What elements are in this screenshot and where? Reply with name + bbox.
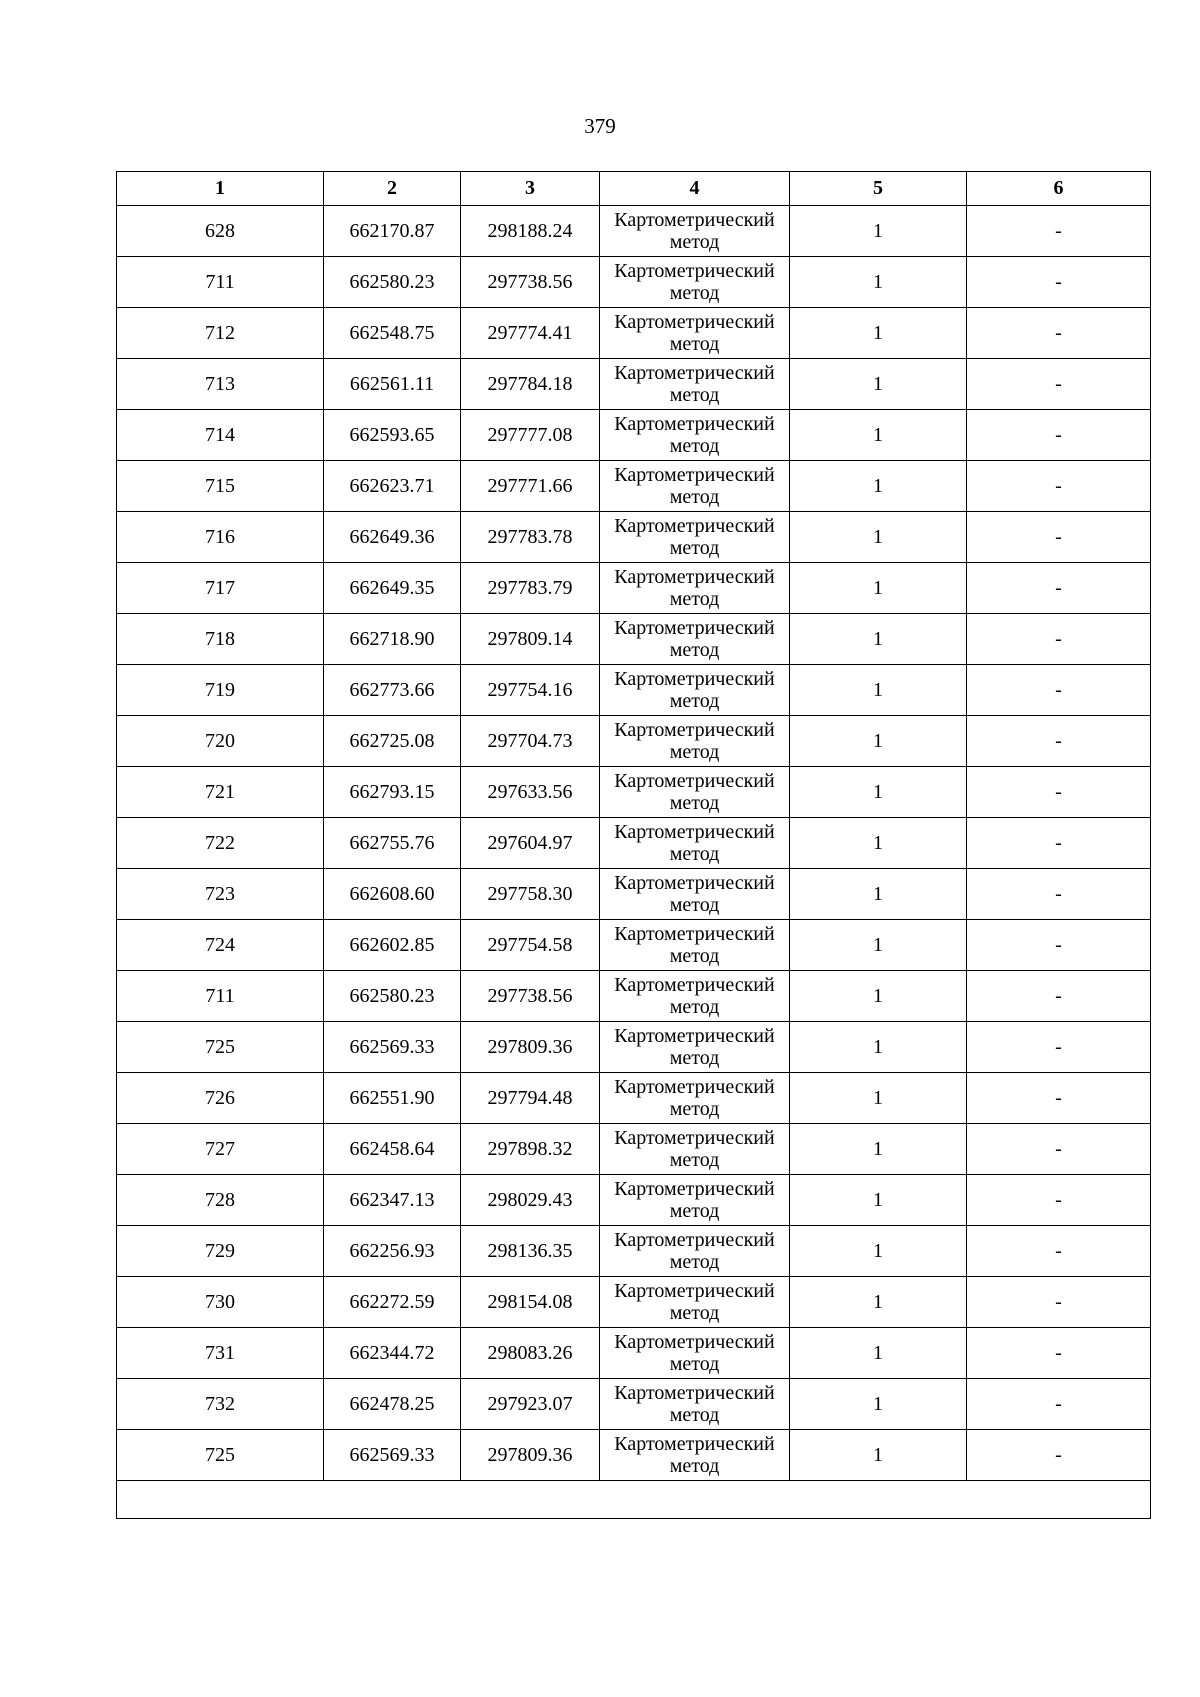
method-line-2: метод bbox=[669, 384, 720, 406]
point-number-cell: 732 bbox=[117, 1379, 324, 1430]
method-cell bbox=[600, 1022, 790, 1073]
method-line-1: Картометрический bbox=[614, 311, 775, 333]
method-line-1: Картометрический bbox=[614, 515, 775, 537]
description-cell: - bbox=[967, 971, 1151, 1022]
table-row bbox=[117, 869, 1151, 920]
method-line-1: Картометрический bbox=[614, 413, 775, 435]
point-number-cell: 721 bbox=[117, 767, 324, 818]
method-line-1: Картометрический bbox=[614, 1127, 775, 1149]
x-coordinate-cell: 662548.75 bbox=[324, 308, 461, 359]
method-cell bbox=[600, 869, 790, 920]
coordinates-table bbox=[116, 171, 1151, 1519]
method-cell bbox=[600, 206, 790, 257]
accuracy-cell: 1 bbox=[790, 1124, 967, 1175]
x-coordinate-cell: 662170.87 bbox=[324, 206, 461, 257]
method-cell bbox=[600, 1277, 790, 1328]
table-row bbox=[117, 563, 1151, 614]
method-cell bbox=[600, 257, 790, 308]
accuracy-cell: 1 bbox=[790, 920, 967, 971]
method-line-1: Картометрический bbox=[614, 1178, 775, 1200]
x-coordinate-cell: 662649.36 bbox=[324, 512, 461, 563]
method-line-1: Картометрический bbox=[614, 770, 775, 792]
y-coordinate-cell: 297754.16 bbox=[461, 665, 600, 716]
method-cell bbox=[600, 1124, 790, 1175]
accuracy-cell: 1 bbox=[790, 971, 967, 1022]
description-cell: - bbox=[967, 818, 1151, 869]
method-cell bbox=[600, 512, 790, 563]
method-line-1: Картометрический bbox=[614, 821, 775, 843]
empty-footer-cell bbox=[117, 1481, 1151, 1519]
description-cell: - bbox=[967, 1277, 1151, 1328]
table-row bbox=[117, 410, 1151, 461]
method-line-1: Картометрический bbox=[614, 668, 775, 690]
x-coordinate-cell: 662561.11 bbox=[324, 359, 461, 410]
table-row bbox=[117, 308, 1151, 359]
x-coordinate-cell: 662718.90 bbox=[324, 614, 461, 665]
table-row bbox=[117, 614, 1151, 665]
description-cell: - bbox=[967, 308, 1151, 359]
y-coordinate-cell: 297704.73 bbox=[461, 716, 600, 767]
y-coordinate-cell: 297777.08 bbox=[461, 410, 600, 461]
point-number-cell: 731 bbox=[117, 1328, 324, 1379]
table-body bbox=[117, 206, 1151, 1519]
point-number-cell: 725 bbox=[117, 1430, 324, 1481]
method-cell bbox=[600, 665, 790, 716]
x-coordinate-cell: 662272.59 bbox=[324, 1277, 461, 1328]
y-coordinate-cell: 297633.56 bbox=[461, 767, 600, 818]
method-line-1: Картометрический bbox=[614, 923, 775, 945]
accuracy-cell: 1 bbox=[790, 512, 967, 563]
header-cell: 5 bbox=[790, 172, 967, 206]
description-cell: - bbox=[967, 1328, 1151, 1379]
method-cell bbox=[600, 359, 790, 410]
x-coordinate-cell: 662580.23 bbox=[324, 257, 461, 308]
method-line-2: метод bbox=[669, 333, 720, 355]
y-coordinate-cell: 297784.18 bbox=[461, 359, 600, 410]
y-coordinate-cell: 297809.36 bbox=[461, 1022, 600, 1073]
method-line-2: метод bbox=[669, 945, 720, 967]
method-line-2: метод bbox=[669, 1404, 720, 1426]
y-coordinate-cell: 297898.32 bbox=[461, 1124, 600, 1175]
y-coordinate-cell: 297794.48 bbox=[461, 1073, 600, 1124]
point-number-cell: 715 bbox=[117, 461, 324, 512]
point-number-cell: 730 bbox=[117, 1277, 324, 1328]
accuracy-cell: 1 bbox=[790, 1022, 967, 1073]
method-line-1: Картометрический bbox=[614, 209, 775, 231]
x-coordinate-cell: 662725.08 bbox=[324, 716, 461, 767]
description-cell: - bbox=[967, 920, 1151, 971]
table-row bbox=[117, 1175, 1151, 1226]
y-coordinate-cell: 298083.26 bbox=[461, 1328, 600, 1379]
description-cell: - bbox=[967, 665, 1151, 716]
method-line-1: Картометрический bbox=[614, 260, 775, 282]
method-line-2: метод bbox=[669, 792, 720, 814]
accuracy-cell: 1 bbox=[790, 1328, 967, 1379]
y-coordinate-cell: 298029.43 bbox=[461, 1175, 600, 1226]
header-cell: 6 bbox=[967, 172, 1151, 206]
method-cell bbox=[600, 818, 790, 869]
method-cell bbox=[600, 410, 790, 461]
method-line-2: метод bbox=[669, 486, 720, 508]
method-line-2: метод bbox=[669, 588, 720, 610]
method-line-1: Картометрический bbox=[614, 617, 775, 639]
y-coordinate-cell: 297923.07 bbox=[461, 1379, 600, 1430]
table-row bbox=[117, 1277, 1151, 1328]
description-cell: - bbox=[967, 206, 1151, 257]
y-coordinate-cell: 297758.30 bbox=[461, 869, 600, 920]
method-line-2: метод bbox=[669, 1251, 720, 1273]
y-coordinate-cell: 297771.66 bbox=[461, 461, 600, 512]
point-number-cell: 722 bbox=[117, 818, 324, 869]
point-number-cell: 717 bbox=[117, 563, 324, 614]
method-line-1: Картометрический bbox=[614, 1280, 775, 1302]
y-coordinate-cell: 297783.78 bbox=[461, 512, 600, 563]
x-coordinate-cell: 662755.76 bbox=[324, 818, 461, 869]
point-number-cell: 725 bbox=[117, 1022, 324, 1073]
description-cell: - bbox=[967, 1430, 1151, 1481]
point-number-cell: 711 bbox=[117, 257, 324, 308]
method-line-1: Картометрический bbox=[614, 1382, 775, 1404]
accuracy-cell: 1 bbox=[790, 1175, 967, 1226]
table-row bbox=[117, 206, 1151, 257]
x-coordinate-cell: 662580.23 bbox=[324, 971, 461, 1022]
method-cell bbox=[600, 614, 790, 665]
y-coordinate-cell: 297738.56 bbox=[461, 971, 600, 1022]
method-line-1: Картометрический bbox=[614, 1229, 775, 1251]
method-line-2: метод bbox=[669, 996, 720, 1018]
table-row bbox=[117, 767, 1151, 818]
description-cell: - bbox=[967, 563, 1151, 614]
x-coordinate-cell: 662773.66 bbox=[324, 665, 461, 716]
x-coordinate-cell: 662608.60 bbox=[324, 869, 461, 920]
accuracy-cell: 1 bbox=[790, 206, 967, 257]
method-line-2: метод bbox=[669, 435, 720, 457]
x-coordinate-cell: 662793.15 bbox=[324, 767, 461, 818]
y-coordinate-cell: 297754.58 bbox=[461, 920, 600, 971]
x-coordinate-cell: 662649.35 bbox=[324, 563, 461, 614]
page-number: 379 bbox=[584, 114, 616, 138]
method-line-2: метод bbox=[669, 894, 720, 916]
empty-footer-row bbox=[117, 1481, 1151, 1519]
description-cell: - bbox=[967, 1073, 1151, 1124]
description-cell: - bbox=[967, 461, 1151, 512]
method-line-1: Картометрический bbox=[614, 872, 775, 894]
header-cell: 4 bbox=[600, 172, 790, 206]
method-line-2: метод bbox=[669, 537, 720, 559]
method-line-2: метод bbox=[669, 1098, 720, 1120]
method-line-2: метод bbox=[669, 1047, 720, 1069]
accuracy-cell: 1 bbox=[790, 767, 967, 818]
accuracy-cell: 1 bbox=[790, 869, 967, 920]
table-row bbox=[117, 257, 1151, 308]
table-row bbox=[117, 1328, 1151, 1379]
accuracy-cell: 1 bbox=[790, 461, 967, 512]
method-cell bbox=[600, 767, 790, 818]
x-coordinate-cell: 662458.64 bbox=[324, 1124, 461, 1175]
point-number-cell: 712 bbox=[117, 308, 324, 359]
table-row bbox=[117, 1022, 1151, 1073]
description-cell: - bbox=[967, 614, 1151, 665]
accuracy-cell: 1 bbox=[790, 410, 967, 461]
header-cell: 2 bbox=[324, 172, 461, 206]
x-coordinate-cell: 662623.71 bbox=[324, 461, 461, 512]
accuracy-cell: 1 bbox=[790, 563, 967, 614]
method-line-1: Картометрический bbox=[614, 362, 775, 384]
method-line-2: метод bbox=[669, 1353, 720, 1375]
table-row bbox=[117, 461, 1151, 512]
x-coordinate-cell: 662569.33 bbox=[324, 1430, 461, 1481]
table-row bbox=[117, 512, 1151, 563]
method-cell bbox=[600, 461, 790, 512]
table-header-row bbox=[117, 172, 1151, 206]
method-cell bbox=[600, 920, 790, 971]
table-row bbox=[117, 665, 1151, 716]
method-line-2: метод bbox=[669, 741, 720, 763]
description-cell: - bbox=[967, 359, 1151, 410]
description-cell: - bbox=[967, 1022, 1151, 1073]
description-cell: - bbox=[967, 767, 1151, 818]
x-coordinate-cell: 662347.13 bbox=[324, 1175, 461, 1226]
method-line-1: Картометрический bbox=[614, 1025, 775, 1047]
method-cell bbox=[600, 1073, 790, 1124]
table-row bbox=[117, 920, 1151, 971]
method-line-1: Картометрический bbox=[614, 464, 775, 486]
method-cell bbox=[600, 1226, 790, 1277]
method-line-1: Картометрический bbox=[614, 1076, 775, 1098]
table-row bbox=[117, 1430, 1151, 1481]
table-row bbox=[117, 818, 1151, 869]
y-coordinate-cell: 297774.41 bbox=[461, 308, 600, 359]
method-cell bbox=[600, 1328, 790, 1379]
table-row bbox=[117, 716, 1151, 767]
method-cell bbox=[600, 716, 790, 767]
method-line-1: Картометрический bbox=[614, 974, 775, 996]
point-number-cell: 727 bbox=[117, 1124, 324, 1175]
x-coordinate-cell: 662602.85 bbox=[324, 920, 461, 971]
method-cell bbox=[600, 1430, 790, 1481]
accuracy-cell: 1 bbox=[790, 359, 967, 410]
table-row bbox=[117, 971, 1151, 1022]
description-cell: - bbox=[967, 1175, 1151, 1226]
method-line-2: метод bbox=[669, 231, 720, 253]
x-coordinate-cell: 662478.25 bbox=[324, 1379, 461, 1430]
description-cell: - bbox=[967, 257, 1151, 308]
x-coordinate-cell: 662344.72 bbox=[324, 1328, 461, 1379]
y-coordinate-cell: 297783.79 bbox=[461, 563, 600, 614]
accuracy-cell: 1 bbox=[790, 257, 967, 308]
method-line-1: Картометрический bbox=[614, 566, 775, 588]
y-coordinate-cell: 298188.24 bbox=[461, 206, 600, 257]
y-coordinate-cell: 297604.97 bbox=[461, 818, 600, 869]
method-line-2: метод bbox=[669, 1149, 720, 1171]
y-coordinate-cell: 297809.36 bbox=[461, 1430, 600, 1481]
y-coordinate-cell: 297738.56 bbox=[461, 257, 600, 308]
method-cell bbox=[600, 971, 790, 1022]
accuracy-cell: 1 bbox=[790, 1073, 967, 1124]
point-number-cell: 728 bbox=[117, 1175, 324, 1226]
accuracy-cell: 1 bbox=[790, 1430, 967, 1481]
description-cell: - bbox=[967, 512, 1151, 563]
point-number-cell: 718 bbox=[117, 614, 324, 665]
method-line-2: метод bbox=[669, 1455, 720, 1477]
point-number-cell: 716 bbox=[117, 512, 324, 563]
accuracy-cell: 1 bbox=[790, 716, 967, 767]
accuracy-cell: 1 bbox=[790, 1379, 967, 1430]
y-coordinate-cell: 298136.35 bbox=[461, 1226, 600, 1277]
table-row bbox=[117, 1073, 1151, 1124]
accuracy-cell: 1 bbox=[790, 665, 967, 716]
x-coordinate-cell: 662569.33 bbox=[324, 1022, 461, 1073]
point-number-cell: 723 bbox=[117, 869, 324, 920]
method-line-2: метод bbox=[669, 1302, 720, 1324]
table-row bbox=[117, 1379, 1151, 1430]
method-line-1: Картометрический bbox=[614, 719, 775, 741]
point-number-cell: 713 bbox=[117, 359, 324, 410]
point-number-cell: 628 bbox=[117, 206, 324, 257]
method-line-1: Картометрический bbox=[614, 1331, 775, 1353]
x-coordinate-cell: 662256.93 bbox=[324, 1226, 461, 1277]
description-cell: - bbox=[967, 1379, 1151, 1430]
x-coordinate-cell: 662551.90 bbox=[324, 1073, 461, 1124]
point-number-cell: 724 bbox=[117, 920, 324, 971]
point-number-cell: 714 bbox=[117, 410, 324, 461]
point-number-cell: 720 bbox=[117, 716, 324, 767]
description-cell: - bbox=[967, 716, 1151, 767]
y-coordinate-cell: 297809.14 bbox=[461, 614, 600, 665]
method-line-2: метод bbox=[669, 282, 720, 304]
point-number-cell: 726 bbox=[117, 1073, 324, 1124]
accuracy-cell: 1 bbox=[790, 614, 967, 665]
table-row bbox=[117, 359, 1151, 410]
point-number-cell: 729 bbox=[117, 1226, 324, 1277]
description-cell: - bbox=[967, 869, 1151, 920]
method-cell bbox=[600, 563, 790, 614]
method-cell bbox=[600, 1379, 790, 1430]
point-number-cell: 711 bbox=[117, 971, 324, 1022]
header-cell: 3 bbox=[461, 172, 600, 206]
description-cell: - bbox=[967, 410, 1151, 461]
y-coordinate-cell: 298154.08 bbox=[461, 1277, 600, 1328]
method-cell bbox=[600, 1175, 790, 1226]
point-number-cell: 719 bbox=[117, 665, 324, 716]
accuracy-cell: 1 bbox=[790, 308, 967, 359]
method-line-2: метод bbox=[669, 690, 720, 712]
header-cell: 1 bbox=[117, 172, 324, 206]
description-cell: - bbox=[967, 1124, 1151, 1175]
description-cell: - bbox=[967, 1226, 1151, 1277]
table-row bbox=[117, 1124, 1151, 1175]
method-line-2: метод bbox=[669, 639, 720, 661]
accuracy-cell: 1 bbox=[790, 1226, 967, 1277]
accuracy-cell: 1 bbox=[790, 818, 967, 869]
method-line-2: метод bbox=[669, 843, 720, 865]
method-line-2: метод bbox=[669, 1200, 720, 1222]
table-row bbox=[117, 1226, 1151, 1277]
accuracy-cell: 1 bbox=[790, 1277, 967, 1328]
method-line-1: Картометрический bbox=[614, 1433, 775, 1455]
method-cell bbox=[600, 308, 790, 359]
x-coordinate-cell: 662593.65 bbox=[324, 410, 461, 461]
